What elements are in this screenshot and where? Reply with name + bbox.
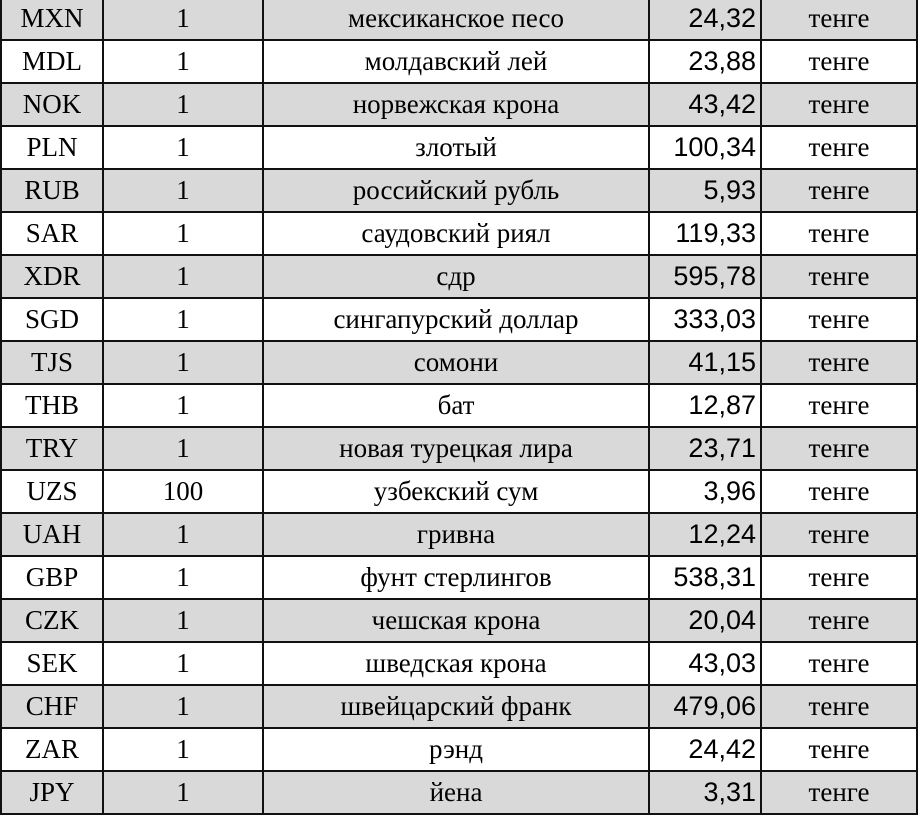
nominal-cell: 1: [103, 513, 263, 556]
currency-code-cell: MXN: [1, 0, 103, 40]
table-row: [1, 556, 917, 599]
rate-cell: 41,15: [649, 341, 761, 384]
unit-cell: тенге: [761, 556, 917, 599]
nominal-cell: 1: [103, 126, 263, 169]
rate-cell: 595,78: [649, 255, 761, 298]
currency-code-cell: TJS: [1, 341, 103, 384]
currency-name-cell: чешская крона: [263, 599, 649, 642]
unit-cell: тенге: [761, 427, 917, 470]
nominal-cell: 100: [103, 470, 263, 513]
nominal-cell: 1: [103, 341, 263, 384]
table-row: [1, 685, 917, 728]
currency-name-cell: шведская крона: [263, 642, 649, 685]
rate-cell: 3,31: [649, 771, 761, 814]
rate-cell: 20,04: [649, 599, 761, 642]
currency-name-cell: российский рубль: [263, 169, 649, 212]
rate-cell: 12,24: [649, 513, 761, 556]
unit-cell: тенге: [761, 169, 917, 212]
unit-cell: тенге: [761, 513, 917, 556]
table-row: [1, 470, 917, 513]
currency-code-cell: XDR: [1, 255, 103, 298]
nominal-cell: 1: [103, 255, 263, 298]
nominal-cell: 1: [103, 298, 263, 341]
currency-name-cell: бат: [263, 384, 649, 427]
unit-cell: тенге: [761, 83, 917, 126]
currency-name-cell: сингапурский доллар: [263, 298, 649, 341]
unit-cell: тенге: [761, 728, 917, 771]
nominal-cell: 1: [103, 685, 263, 728]
rate-cell: 43,42: [649, 83, 761, 126]
currency-name-cell: сдр: [263, 255, 649, 298]
nominal-cell: 1: [103, 212, 263, 255]
currency-code-cell: RUB: [1, 169, 103, 212]
table-row: [1, 771, 917, 814]
currency-code-cell: UZS: [1, 470, 103, 513]
currency-code-cell: ZAR: [1, 728, 103, 771]
unit-cell: тенге: [761, 384, 917, 427]
nominal-cell: 1: [103, 83, 263, 126]
rate-cell: 5,93: [649, 169, 761, 212]
table-row: [1, 212, 917, 255]
unit-cell: тенге: [761, 470, 917, 513]
rate-cell: 333,03: [649, 298, 761, 341]
unit-cell: тенге: [761, 255, 917, 298]
table-row: [1, 126, 917, 169]
unit-cell: тенге: [761, 685, 917, 728]
table-row: [1, 298, 917, 341]
currency-name-cell: рэнд: [263, 728, 649, 771]
nominal-cell: 1: [103, 169, 263, 212]
currency-name-cell: швейцарский франк: [263, 685, 649, 728]
unit-cell: тенге: [761, 40, 917, 83]
table-row: [1, 642, 917, 685]
currency-name-cell: молдавский лей: [263, 40, 649, 83]
currency-name-cell: гривна: [263, 513, 649, 556]
rate-cell: 23,88: [649, 40, 761, 83]
unit-cell: тенге: [761, 126, 917, 169]
currency-code-cell: UAH: [1, 513, 103, 556]
table-row: [1, 599, 917, 642]
table-row: [1, 728, 917, 771]
table-row: [1, 255, 917, 298]
rate-cell: 43,03: [649, 642, 761, 685]
currency-code-cell: THB: [1, 384, 103, 427]
rate-cell: 12,87: [649, 384, 761, 427]
table-row: [1, 169, 917, 212]
currency-name-cell: сомони: [263, 341, 649, 384]
unit-cell: тенге: [761, 341, 917, 384]
rate-cell: 100,34: [649, 126, 761, 169]
nominal-cell: 1: [103, 556, 263, 599]
currency-code-cell: MDL: [1, 40, 103, 83]
currency-code-cell: SGD: [1, 298, 103, 341]
rate-cell: 24,32: [649, 0, 761, 40]
table-row: [1, 513, 917, 556]
table-row: [1, 83, 917, 126]
unit-cell: тенге: [761, 599, 917, 642]
currency-code-cell: CHF: [1, 685, 103, 728]
currency-name-cell: злотый: [263, 126, 649, 169]
currency-name-cell: фунт стерлингов: [263, 556, 649, 599]
rate-cell: 23,71: [649, 427, 761, 470]
currency-code-cell: JPY: [1, 771, 103, 814]
unit-cell: тенге: [761, 771, 917, 814]
nominal-cell: 1: [103, 642, 263, 685]
currency-code-cell: PLN: [1, 126, 103, 169]
unit-cell: тенге: [761, 642, 917, 685]
rate-cell: 538,31: [649, 556, 761, 599]
nominal-cell: 1: [103, 427, 263, 470]
rate-cell: 119,33: [649, 212, 761, 255]
table-row: [1, 341, 917, 384]
unit-cell: тенге: [761, 298, 917, 341]
currency-name-cell: норвежская крона: [263, 83, 649, 126]
nominal-cell: 1: [103, 384, 263, 427]
currency-code-cell: TRY: [1, 427, 103, 470]
currency-name-cell: новая турецкая лира: [263, 427, 649, 470]
nominal-cell: 1: [103, 599, 263, 642]
currency-code-cell: GBP: [1, 556, 103, 599]
unit-cell: тенге: [761, 0, 917, 40]
nominal-cell: 1: [103, 0, 263, 40]
currency-name-cell: узбекский сум: [263, 470, 649, 513]
unit-cell: тенге: [761, 212, 917, 255]
rate-cell: 24,42: [649, 728, 761, 771]
nominal-cell: 1: [103, 40, 263, 83]
nominal-cell: 1: [103, 771, 263, 814]
table-row: [1, 0, 917, 40]
rate-cell: 3,96: [649, 470, 761, 513]
nominal-cell: 1: [103, 728, 263, 771]
currency-code-cell: SEK: [1, 642, 103, 685]
currency-name-cell: мексиканское песо: [263, 0, 649, 40]
table-row: [1, 384, 917, 427]
currency-code-cell: SAR: [1, 212, 103, 255]
table-row: [1, 40, 917, 83]
currency-code-cell: NOK: [1, 83, 103, 126]
currency-name-cell: йена: [263, 771, 649, 814]
currency-code-cell: CZK: [1, 599, 103, 642]
table-row: [1, 427, 917, 470]
exchange-rates-body: [1, 0, 917, 814]
currency-name-cell: саудовский риял: [263, 212, 649, 255]
rate-cell: 479,06: [649, 685, 761, 728]
